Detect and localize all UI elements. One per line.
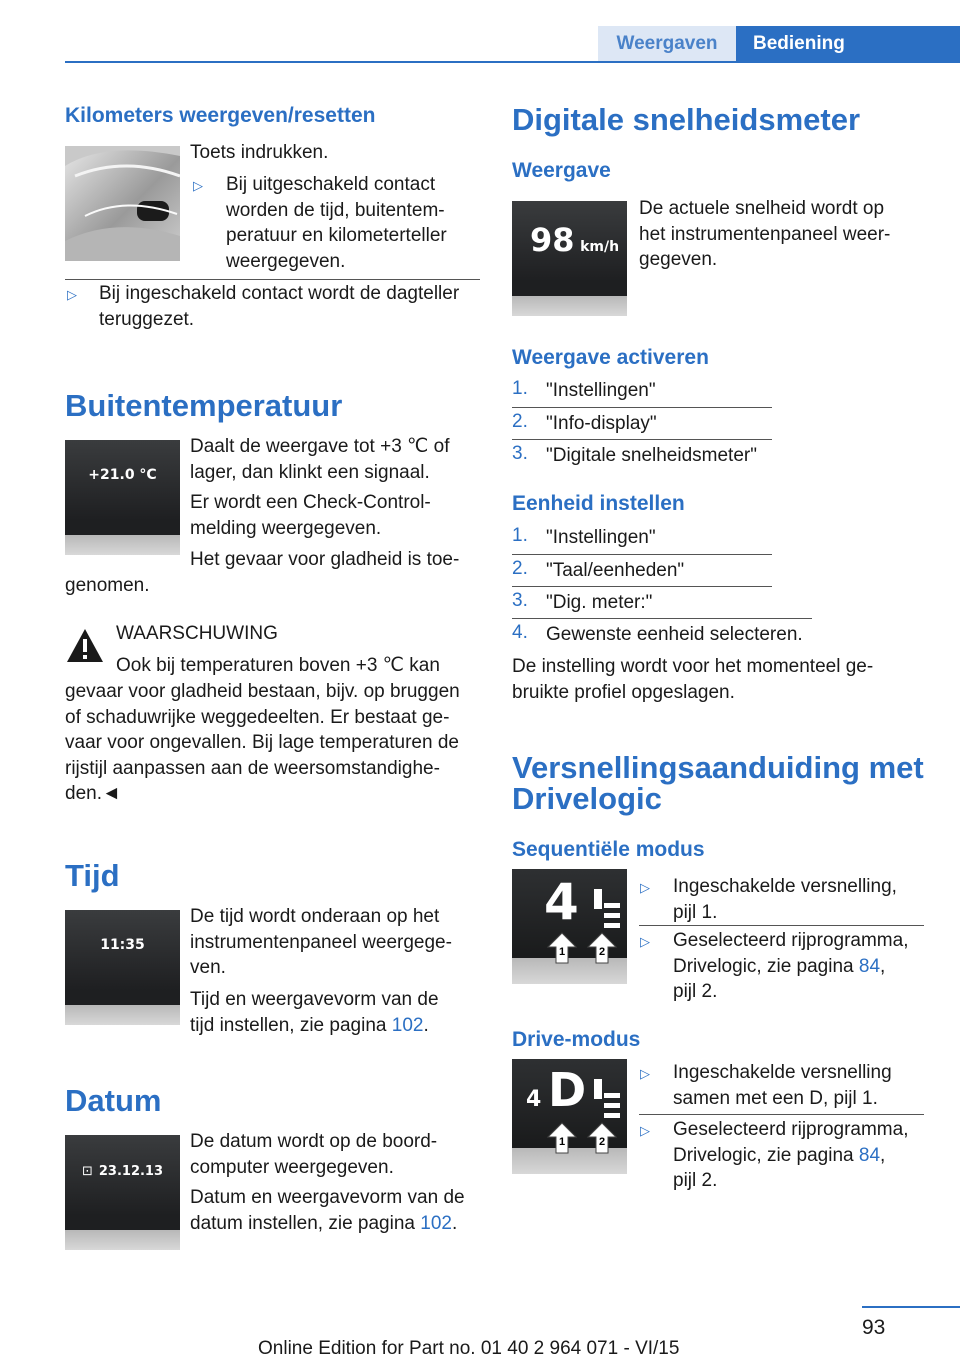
digital-paragraph: De actuele snelheid wordt op het instrumentenpaneel weer- gegeven. [639,198,891,270]
drive-mode-value: D [548,1063,587,1117]
warning-title: WAARSCHUWING [116,623,278,644]
activeren-heading: Weergave activeren [512,346,709,369]
list-number: 3. [512,443,528,464]
footer-rule [862,1306,960,1308]
list-item: Gewenste eenheid selecteren. [546,624,803,645]
calendar-icon: ⊡ [81,1164,93,1179]
page-number: 93 [862,1316,886,1339]
list-item: "Info-display" [546,413,657,434]
datum-heading: Datum [65,1083,162,1118]
warning-body: gevaar voor gladheid bestaan, bijv. op bruggen of schaduwrijke weggedeelten. Er bestaat ge- vaar voor ongevallen. Bij lage temperaturen de rijstijl aanpassen aan de weersomstandighe- den.◄ [65,681,460,804]
drive-mode-heading: Drive-modus [512,1028,641,1051]
list-number: 4. [512,622,528,643]
arrow-icons [546,1121,626,1155]
divider [65,279,480,280]
page-link-102[interactable]: 102 [391,1014,424,1036]
page-link-102[interactable]: 102 [420,1212,452,1234]
header-rule [65,61,960,63]
temp-display-image [65,440,180,555]
tijd-display-image [65,910,180,1025]
list-number: 2. [512,558,528,579]
datum-paragraph-2: Datum en weergavevorm van de datum instellen, zie pagina 102. [190,1187,465,1234]
svg-text:1: 1 [558,1136,566,1148]
speed-value: 98 [530,221,575,259]
tijd-heading: Tijd [65,858,120,893]
km-bullet-1: Bij uitgeschakeld contact worden de tijd, buitentem- peratuur en kilometerteller weergegeven. [226,174,447,272]
bullet-triangle-icon: ▷ [67,287,77,302]
datum-display-image [65,1135,180,1250]
svg-text:2: 2 [598,1136,606,1148]
drive-bullet-2: Geselecteerd rijprogramma, Drivelogic, zie pagina 84, pijl 2. [673,1119,909,1191]
drive-bullet-1: Ingeschakelde versnelling samen met een D, pijl 1. [673,1062,892,1109]
temp-paragraph-3b: genomen. [65,575,150,596]
list-item: "Instellingen" [546,380,656,401]
bullet-triangle-icon: ▷ [640,934,650,949]
datum-paragraph-1: De datum wordt op de boord- computer weergegeven. [190,1131,438,1178]
weergave-heading: Weergave [512,159,611,182]
sequential-gear-value: 4 [544,873,579,931]
datum-display-value: ⊡ 23.12.13 [81,1164,164,1179]
tijd-paragraph-2: Tijd en weergavevorm van de tijd instellen, zie pagina 102. [190,989,439,1036]
bullet-triangle-icon: ▷ [193,178,203,193]
bullet-triangle-icon: ▷ [640,1123,650,1138]
sequential-heading: Sequentiële modus [512,838,705,861]
bullet-triangle-icon: ▷ [640,880,650,895]
tijd-display-value: 11:35 [100,937,145,953]
list-item: "Digitale snelheidsmeter" [546,445,757,466]
arrow-icons [546,931,626,965]
list-item: "Dig. meter:" [546,592,653,613]
km-heading: Kilometers weergeven/resetten [65,104,376,127]
temp-heading: Buitentemperatuur [65,388,343,423]
list-number: 1. [512,378,528,399]
speed-unit: km/h [580,239,620,255]
svg-text:2: 2 [598,946,606,958]
warning-line-1: Ook bij temperaturen boven +3 ℃ kan [116,655,440,676]
eenheid-heading: Eenheid instellen [512,492,685,515]
temp-paragraph-1: Daalt de weergave tot +3 ℃ of lager, dan klinkt een signaal. [190,436,450,483]
header-tab-bediening[interactable]: Bediening [736,26,960,61]
eenheid-note: De instelling wordt voor het momenteel ge- bruikte profiel opgeslagen. [512,656,874,703]
drivelogic-icon [592,1077,622,1127]
list-item: "Taal/eenheden" [546,560,685,581]
gear-heading: Versnellingsaanduiding met Drivelogic [512,750,924,816]
header-tab-weergaven[interactable]: Weergaven [598,26,736,61]
list-item: "Instellingen" [546,527,656,548]
speed-display-image [512,201,627,316]
km-bullet-2: Bij ingeschakeld contact wordt de dagteller teruggezet. [99,283,460,330]
tijd-paragraph-1: De tijd wordt onderaan op het instrumentenpaneel weergege- ven. [190,906,452,978]
page-link-84[interactable]: 84 [858,955,881,977]
bullet-triangle-icon: ▷ [640,1066,650,1081]
digital-heading: Digitale snelheidsmeter [512,102,861,137]
sequential-display-image [512,869,627,984]
drive-display-image [512,1059,627,1174]
temp-paragraph-2: Er wordt een Check-Control- melding weergegeven. [190,492,431,539]
temp-paragraph-3a: Het gevaar voor gladheid is toe- [190,549,460,570]
km-button-image [65,146,180,261]
list-number: 2. [512,411,528,432]
page-link-84[interactable]: 84 [858,1144,881,1166]
drive-gear-value: 4 [526,1087,542,1112]
list-number: 3. [512,590,528,611]
drivelogic-icon [592,887,622,937]
svg-text:1: 1 [558,946,566,958]
km-intro: Toets indrukken. [190,142,329,163]
warning-icon [65,627,105,665]
edition-footer: Online Edition for Part no. 01 40 2 964 071 - VI/15 [258,1338,680,1359]
list-number: 1. [512,525,528,546]
sequential-bullet-1: Ingeschakelde versnelling, pijl 1. [673,876,897,923]
sequential-bullet-2: Geselecteerd rijprogramma, Drivelogic, zie pagina 84, pijl 2. [673,930,909,1002]
temp-display-value: +21.0 °C [88,467,157,483]
